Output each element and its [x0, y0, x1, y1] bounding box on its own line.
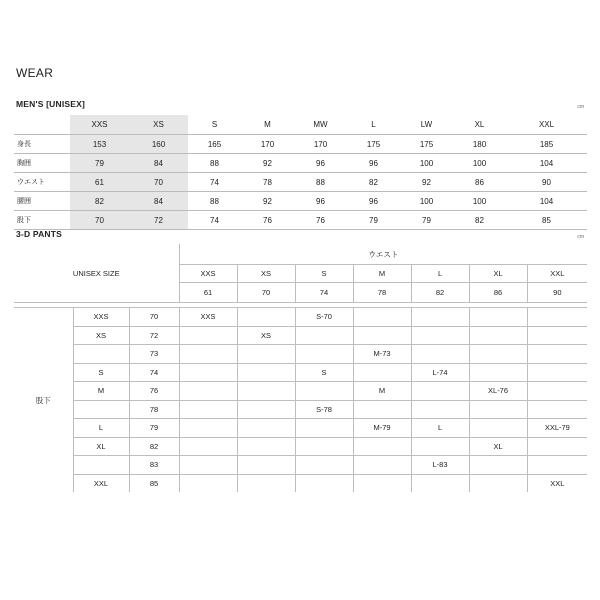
size-match-cell	[295, 474, 353, 492]
mens-value-cell: 70	[70, 211, 129, 230]
size-match-cell: S-78	[295, 400, 353, 419]
mens-value-cell: 79	[347, 211, 400, 230]
mens-value-cell: 96	[294, 192, 347, 211]
waist-size-header: M	[353, 265, 411, 283]
inseam-size-cell: S	[73, 363, 129, 382]
inseam-value-cell: 76	[129, 382, 179, 401]
size-match-cell	[469, 345, 527, 364]
waist-value-header: 86	[469, 283, 527, 303]
mens-value-cell: 88	[188, 192, 241, 211]
mens-measure-row	[14, 192, 587, 211]
size-match-cell	[527, 400, 587, 419]
pants-inseam-row	[14, 437, 587, 456]
waist-value-header: 74	[295, 283, 353, 303]
mens-value-cell: 165	[188, 135, 241, 154]
size-match-cell	[527, 345, 587, 364]
size-match-cell	[527, 437, 587, 456]
pants-size-table	[14, 244, 587, 492]
inseam-value-cell: 83	[129, 456, 179, 475]
inseam-size-cell: L	[73, 419, 129, 438]
waist-size-header: L	[411, 265, 469, 283]
pants-inseam-row	[14, 308, 587, 327]
size-match-cell: L	[411, 419, 469, 438]
page-title: WEAR	[16, 66, 54, 80]
pants-inseam-row	[14, 456, 587, 475]
size-match-cell	[295, 419, 353, 438]
size-match-cell	[237, 308, 295, 327]
mens-value-cell: 84	[129, 192, 188, 211]
inseam-value-cell: 85	[129, 474, 179, 492]
size-match-cell	[237, 382, 295, 401]
size-match-cell	[527, 326, 587, 345]
size-match-cell: XL	[469, 437, 527, 456]
size-match-cell	[179, 400, 237, 419]
pants-header-row	[14, 244, 587, 265]
size-match-cell	[353, 363, 411, 382]
size-match-cell	[179, 437, 237, 456]
size-match-cell	[411, 308, 469, 327]
size-match-cell	[411, 326, 469, 345]
unisex-size-label: UNISEX SIZE	[14, 244, 179, 303]
mens-measure-row	[14, 211, 587, 230]
size-match-cell	[469, 456, 527, 475]
inseam-value-cell: 82	[129, 437, 179, 456]
size-match-cell: S-70	[295, 308, 353, 327]
mens-value-cell: 88	[188, 154, 241, 173]
inseam-size-cell	[73, 456, 129, 475]
size-match-cell	[411, 382, 469, 401]
size-match-cell	[179, 474, 237, 492]
size-match-cell	[237, 345, 295, 364]
size-match-cell: M	[353, 382, 411, 401]
size-match-cell: XS	[237, 326, 295, 345]
pants-inseam-row	[14, 400, 587, 419]
mens-size-header: XL	[453, 115, 506, 135]
inseam-size-cell: M	[73, 382, 129, 401]
waist-value-header: 70	[237, 283, 295, 303]
mens-value-cell: 153	[70, 135, 129, 154]
waist-size-header: XXS	[179, 265, 237, 283]
pants-inseam-row	[14, 382, 587, 401]
size-match-cell	[411, 474, 469, 492]
inseam-size-cell	[73, 345, 129, 364]
mens-size-header: XXL	[506, 115, 587, 135]
mens-value-cell: 96	[347, 192, 400, 211]
size-match-cell: XXS	[179, 308, 237, 327]
waist-value-header: 61	[179, 283, 237, 303]
size-match-cell	[527, 382, 587, 401]
mens-corner-cell	[14, 115, 70, 135]
mens-value-cell: 88	[294, 173, 347, 192]
mens-measure-row	[14, 173, 587, 192]
size-match-cell: XL-76	[469, 382, 527, 401]
mens-row-label: 股下	[14, 211, 70, 230]
mens-value-cell: 185	[506, 135, 587, 154]
mens-value-cell: 170	[294, 135, 347, 154]
mens-value-cell: 82	[347, 173, 400, 192]
mens-size-header: XXS	[70, 115, 129, 135]
inseam-value-cell: 79	[129, 419, 179, 438]
mens-size-header: L	[347, 115, 400, 135]
inseam-size-cell: XS	[73, 326, 129, 345]
inseam-value-cell: 73	[129, 345, 179, 364]
mens-value-cell: 96	[294, 154, 347, 173]
inseam-size-cell	[73, 400, 129, 419]
inseam-value-cell: 70	[129, 308, 179, 327]
size-match-cell: S	[295, 363, 353, 382]
size-match-cell	[237, 419, 295, 438]
size-match-cell	[469, 474, 527, 492]
size-match-cell	[353, 326, 411, 345]
mens-value-cell: 104	[506, 154, 587, 173]
size-match-cell	[237, 456, 295, 475]
size-match-cell	[179, 326, 237, 345]
size-match-cell: XXL-79	[527, 419, 587, 438]
mens-value-cell: 96	[347, 154, 400, 173]
pants-inseam-row	[14, 345, 587, 364]
mens-value-cell: 82	[70, 192, 129, 211]
mens-measure-row	[14, 135, 587, 154]
mens-size-header: XS	[129, 115, 188, 135]
mens-value-cell: 84	[129, 154, 188, 173]
size-match-cell	[179, 382, 237, 401]
mens-row-label: 身長	[14, 135, 70, 154]
inseam-label: 股下	[14, 308, 73, 493]
mens-value-cell: 92	[241, 192, 294, 211]
mens-header-row	[14, 115, 587, 135]
mens-size-header: M	[241, 115, 294, 135]
waist-size-header: XXL	[527, 265, 587, 283]
size-match-cell: XXL	[527, 474, 587, 492]
mens-value-cell: 160	[129, 135, 188, 154]
inseam-size-cell: XL	[73, 437, 129, 456]
mens-value-cell: 175	[400, 135, 453, 154]
size-match-cell	[295, 456, 353, 475]
size-match-cell	[469, 308, 527, 327]
mens-unit-label: cm	[577, 104, 584, 110]
size-match-cell	[237, 474, 295, 492]
mens-value-cell: 79	[70, 154, 129, 173]
mens-value-cell: 92	[241, 154, 294, 173]
size-match-cell	[179, 345, 237, 364]
size-match-cell	[353, 400, 411, 419]
waist-value-header: 82	[411, 283, 469, 303]
mens-measure-row	[14, 154, 587, 173]
waist-size-header: XS	[237, 265, 295, 283]
inseam-size-cell: XXL	[73, 474, 129, 492]
mens-value-cell: 170	[241, 135, 294, 154]
size-match-cell	[411, 345, 469, 364]
mens-value-cell: 180	[453, 135, 506, 154]
pants-unit-label: cm	[577, 234, 584, 240]
size-match-cell	[469, 400, 527, 419]
pants-inseam-row	[14, 326, 587, 345]
size-match-cell	[469, 363, 527, 382]
mens-row-label: 胸囲	[14, 154, 70, 173]
waist-size-header: S	[295, 265, 353, 283]
size-match-cell	[237, 363, 295, 382]
mens-row-label: ウエスト	[14, 173, 70, 192]
size-match-cell	[295, 326, 353, 345]
size-match-cell: L-74	[411, 363, 469, 382]
pants-inseam-row	[14, 419, 587, 438]
mens-value-cell: 86	[453, 173, 506, 192]
size-match-cell	[179, 363, 237, 382]
size-match-cell	[411, 400, 469, 419]
mens-value-cell: 70	[129, 173, 188, 192]
size-match-cell	[295, 345, 353, 364]
inseam-value-cell: 74	[129, 363, 179, 382]
size-match-cell	[353, 474, 411, 492]
inseam-value-cell: 78	[129, 400, 179, 419]
size-match-cell	[527, 363, 587, 382]
mens-value-cell: 100	[400, 154, 453, 173]
size-match-cell	[179, 456, 237, 475]
mens-value-cell: 100	[453, 192, 506, 211]
mens-value-cell: 90	[506, 173, 587, 192]
mens-value-cell: 104	[506, 192, 587, 211]
mens-row-label: 腰囲	[14, 192, 70, 211]
mens-section-title: MEN'S [UNISEX]	[16, 99, 86, 109]
waist-label: ウエスト	[179, 244, 587, 265]
size-match-cell	[527, 308, 587, 327]
waist-size-header: XL	[469, 265, 527, 283]
size-match-cell	[237, 437, 295, 456]
size-match-cell	[237, 400, 295, 419]
size-match-cell	[295, 437, 353, 456]
inseam-size-cell: XXS	[73, 308, 129, 327]
mens-value-cell: 82	[453, 211, 506, 230]
pants-inseam-row	[14, 474, 587, 492]
mens-value-cell: 100	[453, 154, 506, 173]
waist-value-header: 78	[353, 283, 411, 303]
size-match-cell	[353, 437, 411, 456]
mens-value-cell: 85	[506, 211, 587, 230]
size-match-cell	[527, 456, 587, 475]
size-match-cell: M-73	[353, 345, 411, 364]
mens-value-cell: 72	[129, 211, 188, 230]
mens-value-cell: 175	[347, 135, 400, 154]
mens-value-cell: 74	[188, 211, 241, 230]
mens-value-cell: 61	[70, 173, 129, 192]
pants-inseam-row	[14, 363, 587, 382]
mens-value-cell: 92	[400, 173, 453, 192]
size-match-cell	[353, 308, 411, 327]
mens-size-header: S	[188, 115, 241, 135]
mens-value-cell: 76	[241, 211, 294, 230]
size-match-cell	[469, 326, 527, 345]
mens-size-table	[14, 115, 587, 230]
mens-value-cell: 100	[400, 192, 453, 211]
mens-value-cell: 76	[294, 211, 347, 230]
mens-value-cell: 78	[241, 173, 294, 192]
size-match-cell	[469, 419, 527, 438]
mens-value-cell: 74	[188, 173, 241, 192]
size-match-cell: L-83	[411, 456, 469, 475]
size-match-cell: M-79	[353, 419, 411, 438]
size-match-cell	[295, 382, 353, 401]
size-match-cell	[353, 456, 411, 475]
size-match-cell	[411, 437, 469, 456]
mens-value-cell: 79	[400, 211, 453, 230]
size-match-cell	[179, 419, 237, 438]
mens-size-header: MW	[294, 115, 347, 135]
inseam-value-cell: 72	[129, 326, 179, 345]
pants-section-title: 3-D PANTS	[16, 229, 63, 239]
waist-value-header: 90	[527, 283, 587, 303]
mens-size-header: LW	[400, 115, 453, 135]
